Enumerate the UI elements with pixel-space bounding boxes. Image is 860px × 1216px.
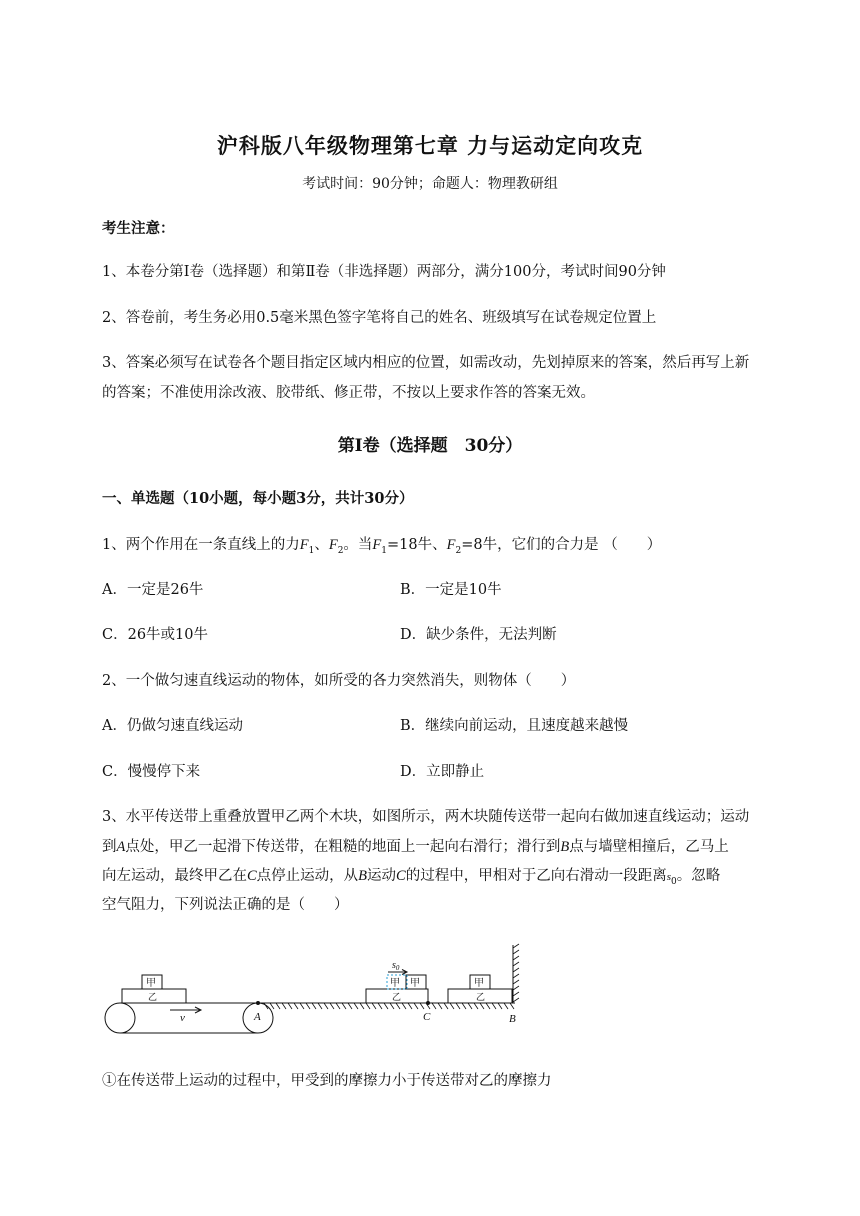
label-yi-1: 乙 — [148, 993, 158, 1003]
left-roller — [105, 1003, 135, 1033]
conveyor-figure — [100, 940, 540, 1040]
question-3-statement-1: ①在传送带上运动的过程中，甲受到的摩擦力小于传送带对乙的摩擦力 — [102, 1073, 552, 1089]
notice-item-3-continued: 的答案；不准使用涂改液、胶带纸、修正带，不按以上要求作答的答案无效。 — [102, 385, 595, 401]
label-v: v — [180, 1012, 185, 1024]
part-title: 一、单选题（10小题，每小题3分，共计30分） — [102, 490, 414, 507]
notice-item-2: 2、答卷前，考生务必用0.5毫米黑色签字笔将自己的姓名、班级填写在试卷规定位置上 — [102, 310, 657, 326]
section-title: 第Ⅰ卷（选择题 30分） — [337, 436, 523, 456]
notice-item-3: 3、答案必须写在试卷各个题目指定区域内相应的位置，如需改动，先划掉原来的答案，然后再写上新 — [102, 355, 750, 371]
q1-option-a[interactable]: A．一定是26牛 — [102, 582, 204, 598]
label-b: B — [509, 1013, 516, 1025]
notice-item-1: 1、本卷分第Ⅰ卷（选择题）和第Ⅱ卷（非选择题）两部分，满分100分，考试时间90分钟 — [102, 264, 666, 280]
q2-option-b[interactable]: B．继续向前运动，且速度越来越慢 — [400, 718, 629, 734]
q2-option-a[interactable]: A．仍做匀速直线运动 — [102, 718, 243, 734]
question-3-line-2: 到A点处，甲乙一起滑下传送带，在粗糙的地面上一起向右滑行；滑行到B点与墙壁相撞后，乙马上 — [102, 839, 729, 855]
wall-hatching — [513, 944, 519, 1002]
q2-option-d[interactable]: D．立即静止 — [400, 764, 485, 780]
q2-option-c[interactable]: C．慢慢停下来 — [102, 764, 201, 780]
label-jia-dashed: 甲 — [390, 978, 400, 989]
point-c-dot — [426, 1001, 430, 1005]
q1-option-d[interactable]: D．缺少条件，无法判断 — [400, 627, 557, 643]
question-3-line-3: 向左运动，最终甲乙在C点停止运动，从B运动C的过程中，甲相对于乙向右滑动一段距离$s_0$。忽略 — [102, 868, 721, 887]
label-yi-2: 乙 — [392, 993, 402, 1003]
point-a-dot — [256, 1001, 260, 1005]
label-jia-1: 甲 — [146, 978, 156, 989]
notice-heading: 考生注意： — [102, 220, 175, 237]
label-s0: $s_0$ — [392, 960, 400, 972]
question-3-line-1: 3、水平传送带上重叠放置甲乙两个木块，如图所示，两木块随传送带一起向右做加速直线运动；运动 — [102, 809, 750, 825]
label-jia-2: 甲 — [410, 978, 420, 989]
label-a: A — [254, 1011, 261, 1023]
q1-option-b[interactable]: B．一定是10牛 — [400, 582, 502, 598]
label-jia-3: 甲 — [474, 978, 484, 989]
exam-title: 沪科版八年级物理第七章 力与运动定向攻克 — [216, 133, 644, 158]
exam-subtitle: 考试时间：90分钟；命题人：物理教研组 — [302, 176, 558, 192]
question-3-line-4: 空气阻力，下列说法正确的是（ ） — [102, 897, 349, 913]
label-c: C — [423, 1011, 431, 1023]
q1-option-c[interactable]: C．26牛或10牛 — [102, 627, 208, 643]
label-yi-3: 乙 — [476, 993, 486, 1003]
question-1-stem: 1、两个作用在一条直线上的力$F_1$、$F_2$。当$F_1=18$牛、$F_2=8$牛，它们的合力是 （ ） — [102, 537, 662, 556]
ground-hatching — [264, 1003, 514, 1009]
question-2-stem: 2、一个做匀速直线运动的物体，如所受的各力突然消失，则物体（ ） — [102, 673, 576, 689]
